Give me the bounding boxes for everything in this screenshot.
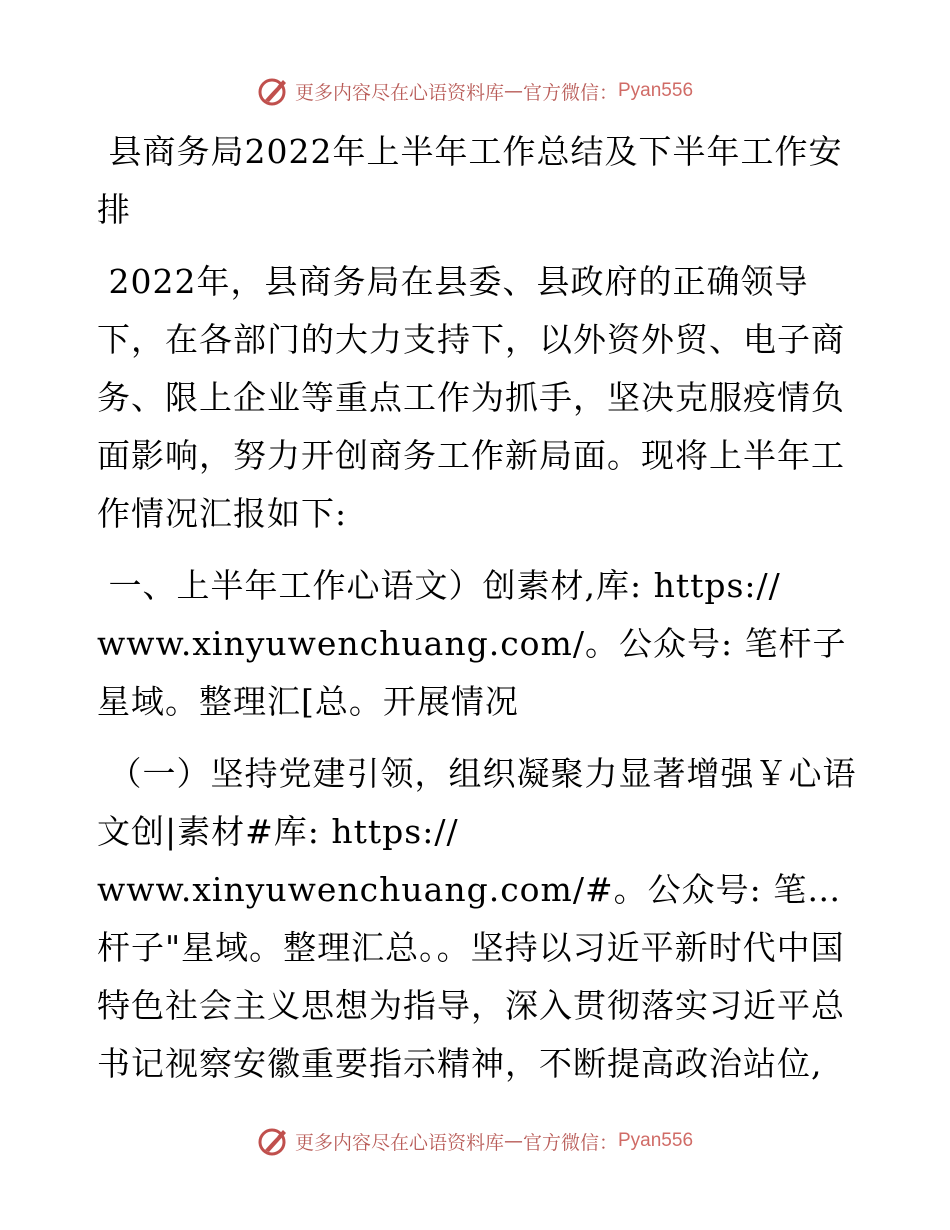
banner-separator: — [503, 80, 523, 102]
watermark-banner-top [0, 71, 950, 111]
banner-separator: — [503, 1130, 523, 1152]
watermark-banner-bottom [0, 1121, 950, 1161]
feather-logo-icon [257, 1124, 291, 1158]
document-body [97, 123, 857, 1107]
document-title: 县商务局2022年上半年工作总结及下半年工作安排 [97, 132, 843, 229]
banner-label: 官方微信： [522, 1131, 618, 1154]
banner-site-text: 更多内容尽在心语资料库 [294, 1131, 504, 1154]
paragraph-section-1: 一、上半年工作心语文）创素材,库: https:// www.xinyuwenchuang.com/。公众号: 笔杆子星域。整理汇[总。开展情况 [97, 566, 847, 721]
paragraph-intro: 2022年，县商务局在县委、县政府的正确领导下，在各部门的大力支持下，以外资外贸、电子商务、限上企业等重点工作为抓手，坚决克服疫情负面影响，努力开创商务工作新局面。现将上半年工作情况汇报如下: [97, 262, 845, 533]
banner-label: 官方微信： [522, 81, 618, 104]
banner-site-text: 更多内容尽在心语资料库 [294, 81, 504, 104]
banner-account: Pyan556 [618, 80, 694, 101]
banner-account: Pyan556 [618, 1130, 694, 1151]
paragraph-subsection-1: （一）坚持党建引领，组织凝聚力显著增强￥心语文创|素材#库: https:// www.xinyuwenchuang.com/#。公众号: 笔…杆子"星域。整理汇总。。坚持以习近平新时代中国特色社会主义思想为指导，深入贯彻落实习近平总书记视察安徽重要指示精神，不断提高政治站位, [97, 754, 857, 1083]
feather-logo-icon [257, 74, 291, 108]
